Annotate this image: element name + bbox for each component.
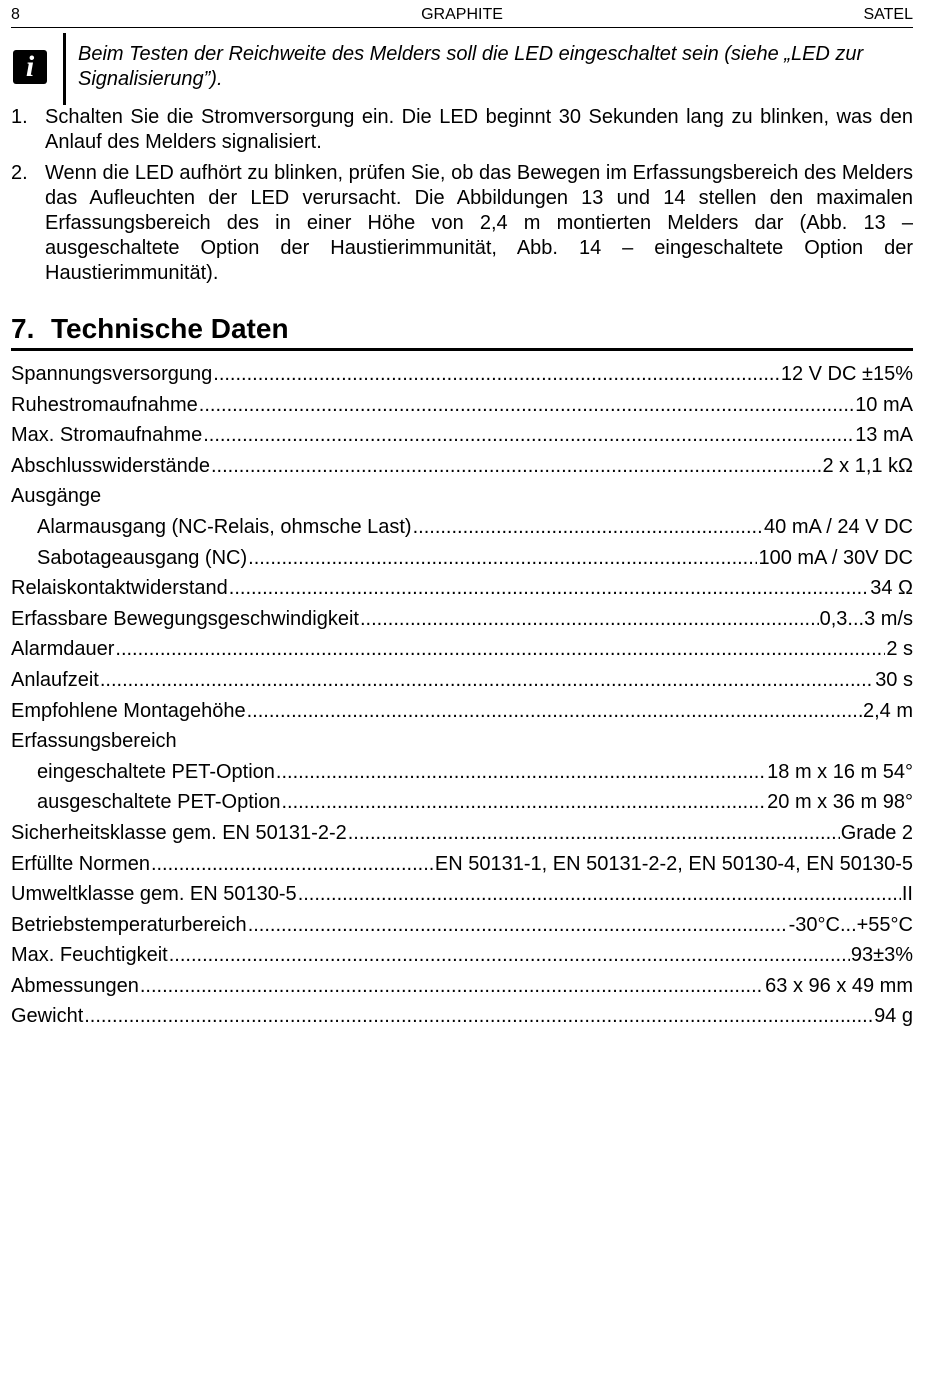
page-header — [11, 5, 913, 28]
dot-leader — [229, 573, 869, 604]
step-number: 2. — [11, 162, 28, 184]
spec-value: 100 mA / 30V DC — [758, 546, 913, 569]
table-row — [11, 879, 913, 910]
spec-group-heading: Ausgänge — [11, 485, 102, 508]
table-row — [11, 940, 913, 971]
table-row — [11, 512, 913, 543]
page-number: 8 — [11, 6, 20, 23]
spec-value: 2 s — [886, 638, 913, 661]
list-item — [11, 161, 913, 286]
section-title-text: Technische Daten — [51, 313, 289, 344]
dot-leader — [413, 512, 763, 543]
table-row — [11, 420, 913, 451]
dot-leader — [100, 665, 874, 696]
dot-leader — [360, 604, 819, 635]
note-divider — [63, 33, 66, 105]
spec-label: Spannungsversorgung — [11, 363, 213, 385]
step-text: Wenn die LED aufhört zu blinken, prüfen Sie, ob das Bewegen im Erfassungsbereich des Melders das Aufleuchten der LED verursacht. Die Abbildungen 13 und 14 stellen den maximalen Erfassungsbereich des in einer Höhe von 2,4 m montierten Melders dar (Abb. 13 – ausgeschaltete Option der Haustierimmunität, Abb. 14 – eingeschaltete Option der Haustierimmunität). — [45, 162, 913, 284]
spec-value: 10 mA — [855, 393, 913, 416]
dot-leader — [281, 787, 766, 818]
spec-label: Empfohlene Montagehöhe — [11, 699, 246, 722]
list-item — [11, 105, 913, 155]
spec-value: 0,3...3 m/s — [819, 607, 913, 630]
spec-value: 94 g — [874, 1005, 913, 1028]
table-row — [11, 849, 913, 880]
spec-label: Betriebstemperaturbereich — [11, 913, 247, 936]
table-row — [11, 1001, 913, 1032]
spec-value: II — [901, 883, 913, 906]
steps-list — [11, 105, 913, 292]
spec-label: eingeschaltete PET-Option — [37, 760, 275, 783]
spec-label: ausgeschaltete PET-Option — [37, 791, 281, 814]
spec-value: 13 mA — [855, 424, 913, 447]
table-row — [11, 543, 913, 574]
table-row — [11, 757, 913, 788]
spec-label: Umweltklasse gem. EN 50130-5 — [11, 883, 297, 906]
dot-leader — [203, 420, 854, 451]
table-row — [11, 696, 913, 727]
table-row — [11, 390, 913, 421]
dot-leader — [115, 634, 885, 665]
spec-value: 40 mA / 24 V DC — [764, 515, 913, 538]
info-note — [11, 33, 913, 105]
spec-label: Sicherheitsklasse gem. EN 50131-2-2 — [11, 821, 347, 844]
spec-label: Max. Stromaufnahme — [11, 424, 203, 447]
spec-value: Grade 2 — [840, 821, 913, 844]
spec-label: Relaiskontaktwiderstand — [11, 577, 228, 600]
spec-label: Alarmausgang (NC-Relais, ohmsche Last) — [37, 515, 412, 538]
dot-leader — [211, 451, 821, 482]
spec-label: Sabotageausgang (NC) — [37, 546, 248, 569]
spec-label: Ruhestromaufnahme — [11, 393, 198, 416]
spec-value: 20 m x 36 m 98° — [767, 791, 913, 814]
spec-value: 93±3% — [850, 944, 913, 967]
dot-leader — [151, 849, 434, 880]
spec-value: 18 m x 16 m 54° — [767, 760, 913, 783]
table-row — [11, 818, 913, 849]
dot-leader — [298, 879, 901, 910]
table-row — [11, 604, 913, 635]
section-number: 7. — [11, 313, 35, 344]
dot-leader — [348, 818, 840, 849]
spec-value: -30°C...+55°C — [788, 913, 913, 936]
table-row — [11, 573, 913, 604]
table-row — [11, 665, 913, 696]
spec-label: Alarmdauer — [11, 638, 115, 661]
dot-leader — [248, 543, 757, 574]
dot-leader — [169, 940, 850, 971]
dot-leader — [247, 696, 862, 727]
spec-label: Erfüllte Normen — [11, 852, 150, 875]
info-icon: i — [13, 50, 47, 84]
spec-value: 63 x 96 x 49 mm — [765, 974, 913, 997]
table-row — [11, 787, 913, 818]
step-number: 1. — [11, 106, 28, 128]
table-row — [11, 359, 913, 390]
spec-value: 2,4 m — [862, 699, 913, 722]
spec-label: Max. Feuchtigkeit — [11, 944, 168, 967]
spec-value: 34 Ω — [870, 577, 913, 600]
table-row — [11, 634, 913, 665]
spec-label: Abmessungen — [11, 974, 139, 997]
section-heading — [11, 312, 913, 351]
spec-label: Abschlusswiderstände — [11, 454, 210, 477]
brand-name: SATEL — [863, 6, 913, 23]
spec-label: Erfassbare Bewegungsgeschwindigkeit — [11, 607, 359, 630]
spec-value: EN 50131-1, EN 50131-2-2, EN 50130-4, EN 50130-5 — [434, 852, 913, 875]
spec-value: 12 V DC ±15% — [780, 363, 913, 385]
spec-table — [11, 359, 913, 1032]
dot-leader — [248, 910, 788, 941]
table-row — [11, 910, 913, 941]
spec-group-heading: Erfassungsbereich — [11, 730, 177, 753]
product-name: GRAPHITE — [421, 6, 503, 23]
dot-leader — [84, 1001, 873, 1032]
note-text: Beim Testen der Reichweite des Melders soll die LED eingeschaltet sein (siehe „LED zur Signalisierung”). — [78, 43, 864, 90]
step-text: Schalten Sie die Stromversorgung ein. Die LED beginnt 30 Sekunden lang zu blinken, was den Anlauf des Melders signalisiert. — [45, 106, 913, 153]
table-row — [11, 971, 913, 1002]
dot-leader — [276, 757, 766, 788]
table-row — [11, 451, 913, 482]
dot-leader — [199, 390, 854, 421]
spec-label: Gewicht — [11, 1005, 84, 1028]
spec-label: Anlaufzeit — [11, 668, 99, 691]
dot-leader — [140, 971, 764, 1002]
spec-value: 30 s — [875, 668, 913, 691]
dot-leader — [213, 359, 780, 390]
spec-value: 2 x 1,1 kΩ — [822, 454, 913, 477]
